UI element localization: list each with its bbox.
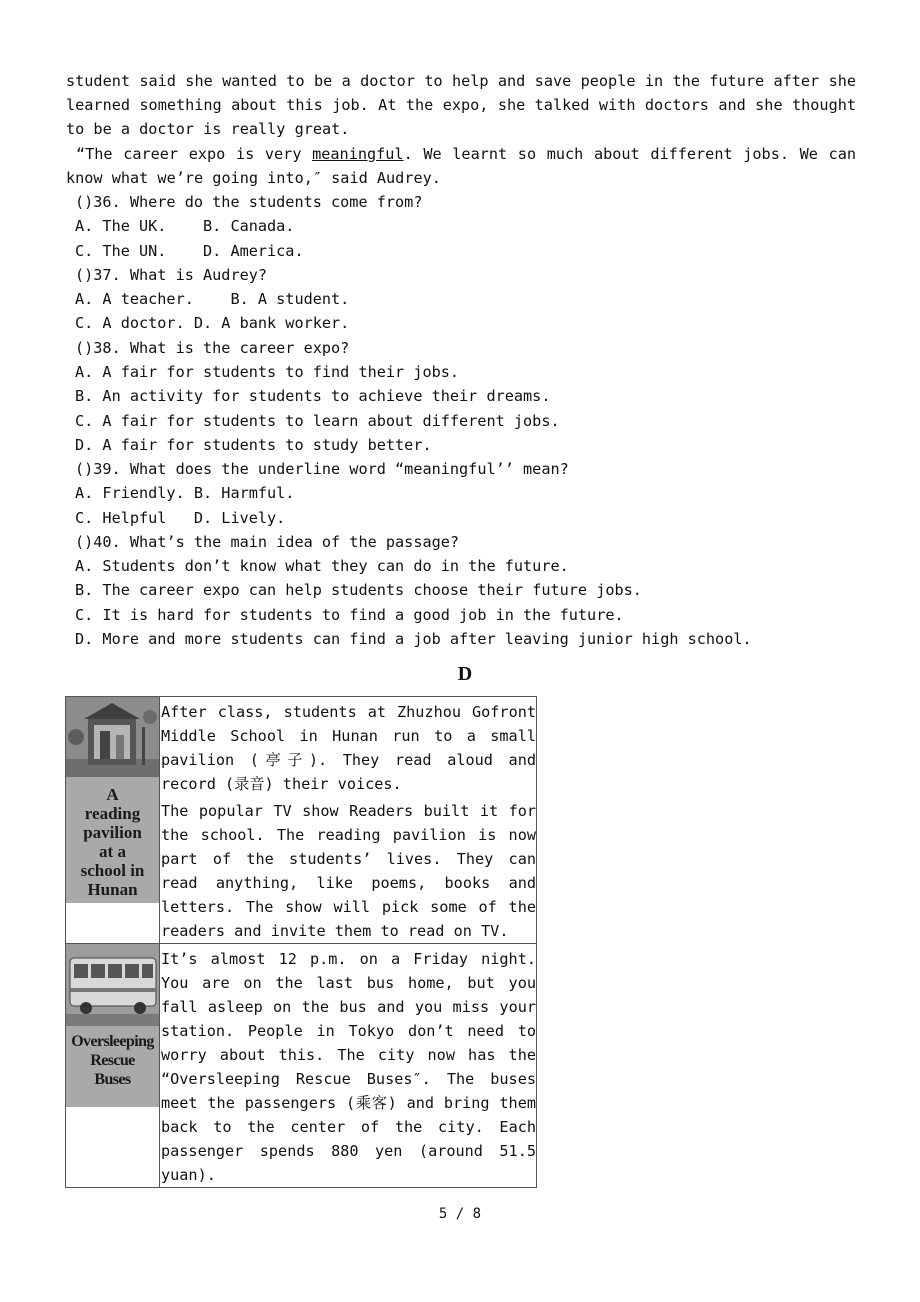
- quote-start: “The career expo is very: [76, 145, 313, 163]
- oversleeping-buses-paragraph: It’s almost 12 p.m. on a Friday night. You are on the last bus home, but you fall asleep on the bus and you miss your station. People in Tokyo don’t need to worry about this. The city now has the “Oversleeping Rescue Buses″. The buses meet the passengers (乘客) and bring them back to the center of the city. Each passenger spends 880 yen (around 51.5 yuan).: [161, 950, 536, 1184]
- underlined-word-meaningful: meaningful: [312, 145, 404, 163]
- oversleeping-bus-photo: [66, 944, 159, 1107]
- question-39-options-row-1: A. Friendly. B. Harmful.: [75, 484, 295, 502]
- caption-line: reading: [84, 804, 141, 823]
- question-40-option-a: A. Students don’t know what they can do in the future.: [75, 557, 569, 575]
- question-38-option-d: D. A fair for students to study better.: [75, 436, 432, 454]
- reading-pavilion-caption: [66, 785, 159, 899]
- table-row-oversleeping-buses: [66, 944, 537, 1188]
- text-cell-reading-pavilion: [160, 697, 537, 944]
- reading-pavilion-paragraph-2: The popular TV show Readers built it for the school. The reading pavilion is now part of the students’ lives. They can read anything, like poems, books and letters. The show will pick some of the readers and invite them to read on TV.: [161, 802, 536, 940]
- passage-paragraph-1: [66, 69, 856, 142]
- section-d-heading: D: [457, 663, 473, 685]
- section-d-table: [65, 696, 537, 1188]
- question-40-option-d: D. More and more students can find a job after leaving junior high school.: [75, 630, 752, 648]
- question-37-options-row-2: C. A doctor. D. A bank worker.: [75, 314, 350, 332]
- table-row-reading-pavilion: [66, 697, 537, 944]
- question-38-option-a: A. A fair for students to find their jobs.: [75, 363, 460, 381]
- passage-paragraph-1-text: student said she wanted to be a doctor to help and save people in the future after she learned something about this job. At the expo, she talked with doctors and she thought to be a doctor is really great.: [66, 72, 856, 139]
- question-36-stem: ()36. Where do the students come from?: [75, 193, 423, 211]
- caption-line: Hunan: [87, 880, 138, 899]
- image-cell-oversleeping-buses: [66, 944, 160, 1188]
- question-40-option-c: C. It is hard for students to find a good job in the future.: [75, 606, 624, 624]
- reading-pavilion-photo: [66, 697, 159, 903]
- question-39-stem: ()39. What does the underline word “meaningful’’ mean?: [75, 460, 569, 478]
- text-cell-oversleeping-buses: [160, 944, 537, 1188]
- quote-end: . We learnt so much about different jobs. We can know what we’re going into,″ said Audrey.: [66, 145, 856, 188]
- question-40-option-b: B. The career expo can help students choose their future jobs.: [75, 581, 642, 599]
- caption-line: Rescue: [90, 1052, 135, 1069]
- question-37-options-row-1: A. A teacher. B. A student.: [75, 290, 350, 308]
- question-38-stem: ()38. What is the career expo?: [75, 339, 350, 357]
- caption-line: at a: [99, 842, 126, 861]
- question-38-option-b: B. An activity for students to achieve their dreams.: [75, 387, 551, 405]
- page-number: 5 / 8: [438, 1206, 482, 1222]
- oversleeping-buses-text: [160, 944, 536, 1187]
- caption-line: Buses: [94, 1071, 131, 1088]
- caption-line: Oversleeping: [71, 1033, 154, 1050]
- question-36-options-row-2: C. The UN. D. America.: [75, 242, 304, 260]
- question-39-options-row-2: C. Helpful D. Lively.: [75, 509, 286, 527]
- passage-paragraph-2: [66, 142, 856, 190]
- reading-pavilion-paragraph-1: After class, students at Zhuzhou Gofront Middle School in Hunan run to a small pavilion (亭子). They read aloud and record (录音) their voices.: [161, 703, 536, 793]
- reading-pavilion-text: [160, 697, 536, 943]
- caption-line: school in: [80, 861, 145, 880]
- caption-line: pavilion: [83, 823, 142, 842]
- oversleeping-buses-caption: [66, 1032, 159, 1089]
- image-cell-reading-pavilion: [66, 697, 160, 944]
- question-38-option-c: C. A fair for students to learn about different jobs.: [75, 412, 560, 430]
- caption-line: A: [106, 785, 119, 804]
- question-37-stem: ()37. What is Audrey?: [75, 266, 268, 284]
- question-40-stem: ()40. What’s the main idea of the passage?: [75, 533, 460, 551]
- question-36-options-row-1: A. The UK. B. Canada.: [75, 217, 295, 235]
